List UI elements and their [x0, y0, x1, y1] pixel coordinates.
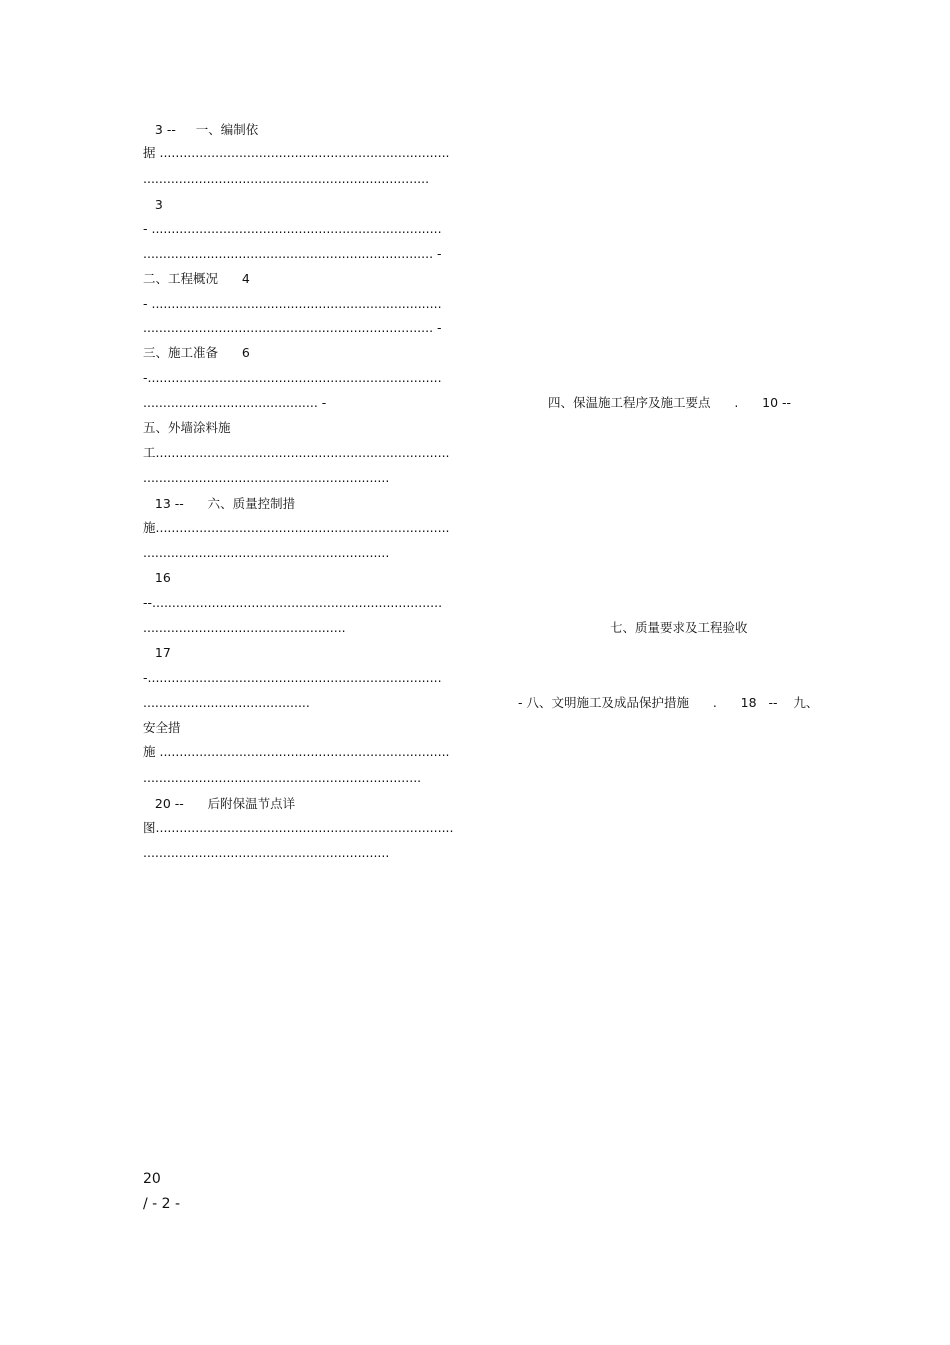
toc-line: ...................................................: [143, 620, 346, 635]
toc-line: ........................................................................: [143, 171, 430, 186]
toc-line: 工..........................................................................: [143, 445, 450, 460]
toc-line: ..............................................................: [143, 845, 390, 860]
toc-line: 3: [143, 197, 163, 212]
toc-line: -..........................................................................: [143, 370, 442, 385]
toc-line: 四、保温施工程序及施工要点 . 10 --: [548, 395, 792, 410]
toc-line: 20 -- 后附保温节点详: [143, 796, 296, 811]
toc-line: 施 .........................................................................: [143, 744, 450, 759]
toc-line: 17: [143, 645, 171, 660]
toc-line: ..............................................................: [143, 470, 390, 485]
toc-line: 16: [143, 570, 171, 585]
toc-line: 七、质量要求及工程验收: [610, 620, 748, 635]
toc-line: - .........................................................................: [143, 296, 442, 311]
toc-line: ......................................................................... -: [143, 320, 442, 335]
page-total: 20: [143, 1171, 161, 1187]
toc-line: ..............................................................: [143, 545, 390, 560]
toc-line: --.........................................................................: [143, 595, 443, 610]
toc-line: ......................................................................: [143, 770, 422, 785]
page-number: / - 2 -: [143, 1196, 181, 1212]
toc-line: ............................................ -: [143, 395, 327, 410]
toc-line: ..........................................: [143, 695, 310, 710]
toc-line: 据 .........................................................................: [143, 145, 450, 160]
toc-line: ......................................................................... -: [143, 246, 442, 261]
toc-line: 施..........................................................................: [143, 520, 450, 535]
toc-line: 3 -- 一、编制依: [143, 122, 259, 137]
toc-line: - .........................................................................: [143, 221, 442, 236]
toc-line: 三、施工准备 6: [143, 345, 250, 360]
toc-line: -..........................................................................: [143, 670, 442, 685]
toc-line: - 八、文明施工及成品保护措施 . 18 -- 九、: [518, 695, 819, 710]
toc-line: 安全措: [143, 720, 181, 735]
toc-line: 二、工程概况 4: [143, 271, 250, 286]
toc-line: 13 -- 六、质量控制措: [143, 496, 296, 511]
toc-line: 五、外墙涂料施: [143, 420, 231, 435]
toc-line: 图...........................................................................: [143, 820, 454, 835]
